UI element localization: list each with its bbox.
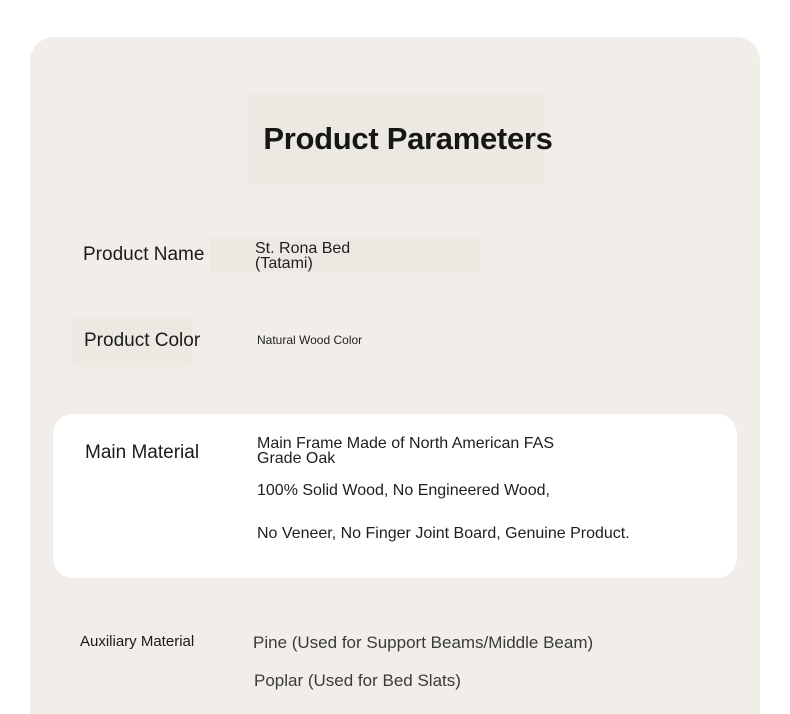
auxiliary-material-value-1: Pine (Used for Support Beams/Middle Beam) <box>253 633 594 652</box>
auxiliary-material-value-2: Poplar (Used for Bed Slats) <box>254 671 461 690</box>
main-material-line-2: 100% Solid Wood, No Engineered Wood, <box>257 482 550 499</box>
main-material-line-1a: Main Frame Made of North American FAS <box>257 435 554 452</box>
product-name-line-2: (Tatami) <box>255 255 313 272</box>
page-title: Product Parameters <box>263 121 553 156</box>
main-material-label: Main Material <box>85 442 200 463</box>
product-name-label: Product Name <box>83 244 205 265</box>
product-name-value <box>255 241 350 271</box>
parameters-panel <box>30 37 760 714</box>
product-color-label: Product Color <box>84 330 201 351</box>
auxiliary-material-label: Auxiliary Material <box>80 633 195 650</box>
main-material-card <box>53 414 737 578</box>
main-material-line-1 <box>257 436 554 466</box>
product-name-line-1: St. Rona Bed <box>255 240 351 257</box>
product-color-value: Natural Wood Color <box>257 333 363 347</box>
main-material-line-1b: Grade Oak <box>257 450 336 467</box>
main-material-line-3: No Veneer, No Finger Joint Board, Genuine Product. <box>257 525 630 542</box>
